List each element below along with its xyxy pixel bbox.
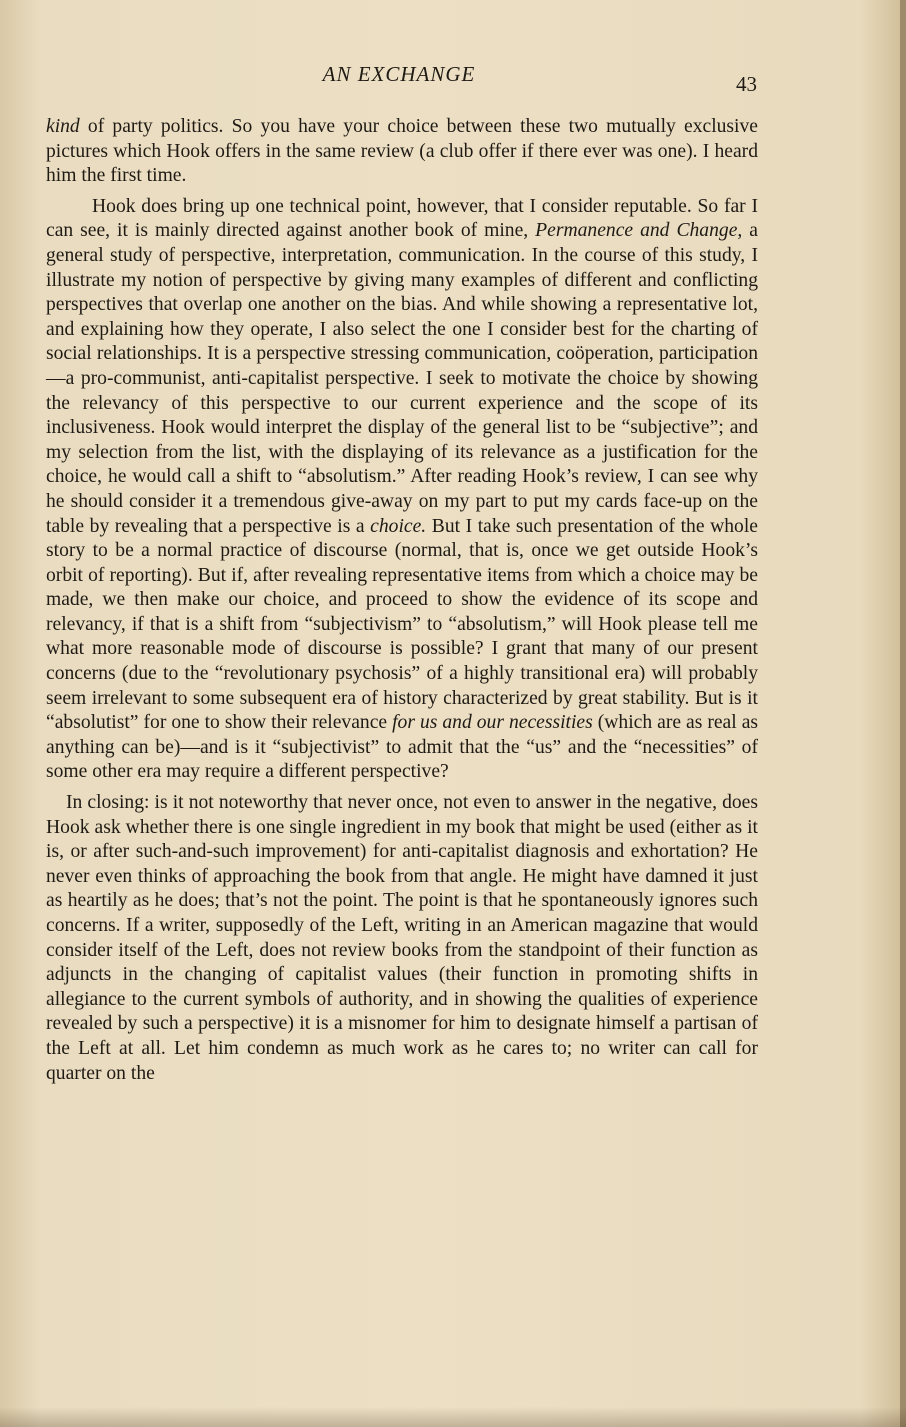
text-run: of party politics. So you have your choice between these two mutually exclusive pictures which Hook offers in the same review (a club offer if there ever was one). I heard him the first time. bbox=[46, 116, 758, 187]
text-run: In closing: is it not noteworthy that never once, not even to answer in the negative, does Hook ask whether there is one single ingredient in my book that might be used (either as it is, or after such-and-such improvement) for anti-capitalist diagnosis and exhortation? He never even thinks of approaching the book from that angle. He might have damned it just as heartily as he does; that’s not the point. The point is that he spontaneously ignores such concerns. If a writer, supposedly of the Left, writing in an American magazine that would consider itself of the Left, does not review books from the standpoint of their function as adjuncts in the changing of capitalist values (their function in promoting shifts in allegiance to the current symbols of authority, and in showing the qualities of experience revealed by such a perspective) it is a misnomer for him to designate himself a partisan of the Left at all. Let him condemn as much work as he cares to; no writer can call for quarter on the bbox=[46, 792, 758, 1084]
paragraph-1 bbox=[46, 115, 758, 189]
paragraph-3 bbox=[46, 791, 758, 1086]
paragraph-2 bbox=[46, 195, 758, 785]
running-head: AN EXCHANGE bbox=[322, 62, 476, 86]
text-run: But I take such presentation of the whole story to be a normal practice of discourse (normal, that is, once we get outside Hook’s orbit of reporting). But if, after revealing representative items from which a choice may be made, we then make our choice, and proceed to show the evidence of its scope and relevancy, if that is a shift from “subjectivism” to “absolutism,” will Hook please tell me what more reasonable mode of discourse is possible? I grant that many of our present concerns (due to the “revolutionary psychosis” of a highly transitional era) will probably seem irrelevant to some subsequent era of history characterized by great stability. But is it “absolutist” for one to show their relevance bbox=[46, 515, 758, 734]
italic-run: choice. bbox=[370, 515, 427, 537]
italic-run: for us and our necessities bbox=[392, 712, 593, 734]
text-run: a general study of perspective, interpretation, communication. In the course of this study, I illustrate my notion of perspective by giving many examples of different and conflicting perspectives that overlap one another on the bias. And while showing a representative lot, and explaining how they operate, I also select the one I consider best for the charting of social relationships. It is a perspective stressing communication, coöperation, participation—a pro-communist, anti-capitalist perspective. I seek to motivate the choice by showing the relevancy of this perspective to our current experience and the scope of its inclusiveness. Hook would interpret the display of the general list to be “subjective”; and my selection from the list, with the displaying of its relevance as a justification for the choice, he would call a shift to “absolutism.” After reading Hook’s review, I can see why he should consider it a tremendous give-away on my part to put my cards face-up on the table by revealing that a perspective is a bbox=[46, 220, 758, 537]
page-edge bbox=[900, 0, 906, 1427]
page-shadow bbox=[0, 1407, 906, 1427]
text-run: Hook does bring up one technical point, however, that I consider reputable. So far I can see, it is mainly directed against another book of mine, bbox=[46, 195, 758, 242]
body-text bbox=[46, 115, 758, 1086]
page-number: 43 bbox=[736, 72, 757, 96]
italic-run: kind bbox=[46, 116, 80, 137]
text-run: (which are as real as anything can be)—and is it “subjectivist” to admit that the “us” and the “necessities” of some other era may require a different perspective? bbox=[46, 712, 759, 783]
italic-run: Permanence and Change, bbox=[535, 220, 743, 242]
